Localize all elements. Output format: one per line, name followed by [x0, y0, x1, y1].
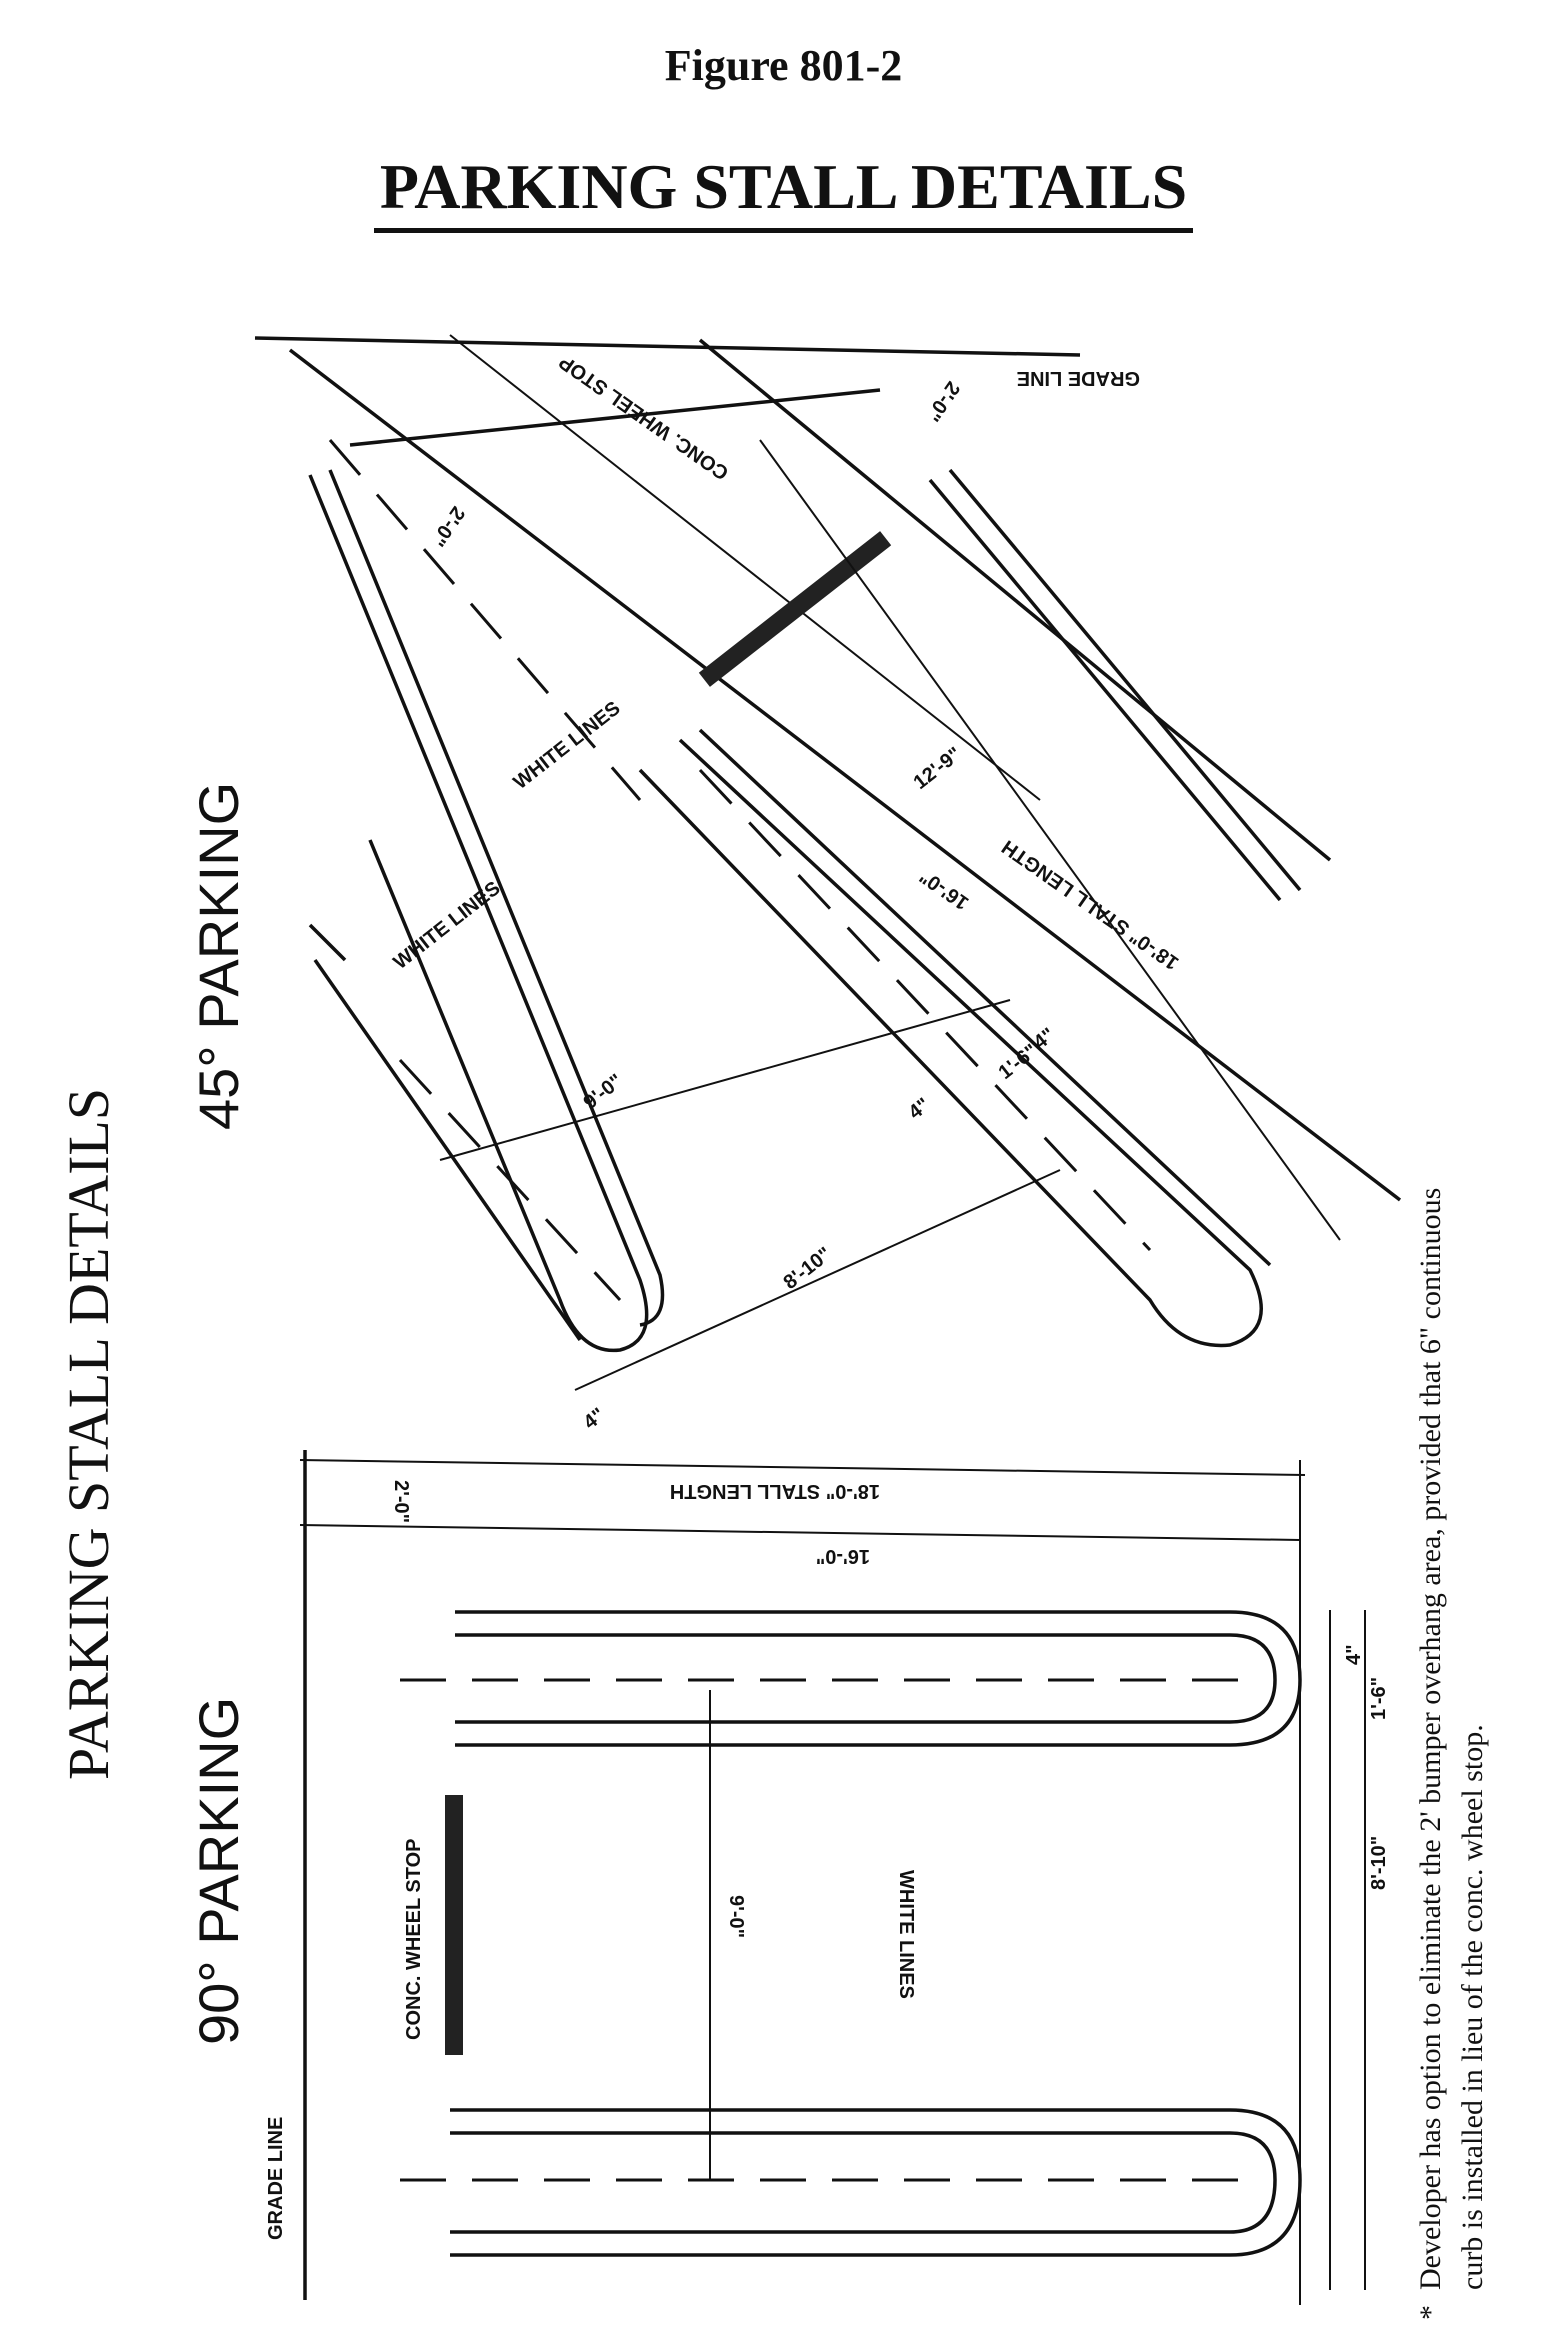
dimension-line-18ft [760, 440, 1340, 1240]
label-overhang-45b: 2'-0" [426, 502, 469, 551]
label-wheel-stop-90: CONC. WHEEL STOP [403, 1838, 425, 2040]
footnote-line-1: Developer has option to eliminate the 2' bumper overhang area, provided that 6" continuous [1414, 1187, 1447, 2290]
grade-line-45 [255, 338, 1080, 355]
label-grade-line-45: GRADE LINE [1016, 367, 1140, 389]
wheel-stop-90 [445, 1795, 463, 2055]
label-white-lines-45b: WHITE LINES [389, 877, 505, 974]
label-stripe-4b-45: 4" [904, 1093, 935, 1124]
label-white-lines-45: WHITE LINES [509, 697, 625, 794]
label-spacing-8-10-45: 8'-10" [779, 1243, 836, 1294]
parking-45-section [187, 335, 1400, 1434]
label-overhang-90: 2'-0" [390, 1480, 412, 1524]
label-overhang-45a: 2'-0" [921, 377, 964, 426]
stripe-centerline-1 [330, 440, 640, 800]
label-length-16-90: 16'-0" [815, 1545, 870, 1567]
rotated-title: PARKING STALL DETAILS [56, 1087, 121, 1780]
label-spacing-1-6-45: 1'-6" [994, 1040, 1043, 1084]
label-length-16-45: 16'-0" [915, 864, 973, 914]
label-stall-length-45: 18'-0" STALL LENGTH [998, 835, 1183, 974]
label-spacing-1-6-90: 1'-6" [1368, 1676, 1390, 1720]
white-line-u-stripe-bottom-inner [450, 2133, 1275, 2232]
footnote-line-2: curb is installed in lieu of the conc. wheel stop. [1456, 1724, 1489, 2290]
parking-45-heading: 45° PARKING [187, 781, 250, 1130]
label-width-9-90: 9'-0" [725, 1895, 747, 1939]
label-stripe-4-45: 4" [1029, 1023, 1060, 1054]
parking-90-section [187, 1450, 1390, 2305]
label-grade-line-90: GRADE LINE [265, 2116, 287, 2240]
white-line-u-stripe-center-inner [700, 730, 1270, 1265]
label-white-lines-90: WHITE LINES [895, 1870, 917, 1999]
dimension-line-9ft [440, 1000, 1010, 1160]
label-spacing-8-10-90: 8'-10" [1368, 1835, 1390, 1890]
footnote-marker: * [1414, 2305, 1447, 2320]
label-stall-length-90: 18'-0" STALL LENGTH [669, 1480, 880, 1502]
length-16-dim-line [300, 1525, 1300, 1540]
stall-length-dim-line [300, 1460, 1305, 1475]
label-width-12-9: 12'-9" [909, 743, 966, 794]
figure-title: PARKING STALL DETAILS [374, 151, 1193, 233]
label-width-9-45: 9'-0" [579, 1070, 628, 1114]
dimension-line-8-10 [575, 1170, 1060, 1390]
white-line-u-stripe-center [640, 740, 1261, 1345]
stall-edge-top-right [930, 480, 1280, 900]
stripe-centerline-2 [700, 770, 1150, 1250]
label-wheel-stop-45: CONC. WHEEL STOP [555, 350, 733, 484]
parking-90-heading: 90° PARKING [187, 1696, 250, 2045]
label-stripe-4-90: 4" [1343, 1644, 1365, 1665]
label-stripe-4c-45: 4" [579, 1403, 610, 1434]
stall-edge-left-top [310, 925, 345, 960]
figure-number: Figure 801-2 [664, 41, 903, 90]
stall-edge-left [315, 960, 580, 1340]
stall-edge-top-right-2 [950, 470, 1300, 890]
